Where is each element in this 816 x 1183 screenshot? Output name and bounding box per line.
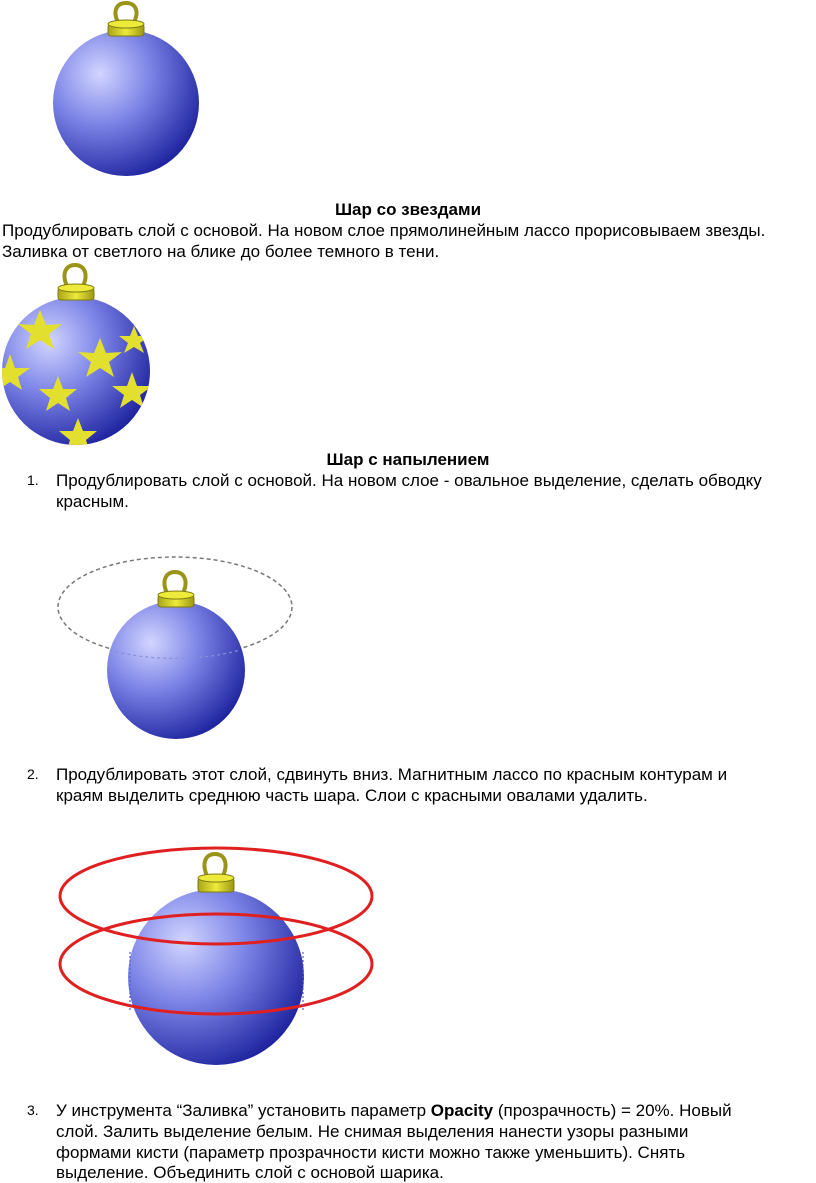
ornament-red-ovals-image <box>58 840 383 1080</box>
step-1-line-1: Продублировать слой с основой. На новом слое - овальное выделение, сделать обводку <box>56 471 762 490</box>
step-1-number: 1. <box>27 472 39 488</box>
section-title-stars: Шар со звездами <box>334 200 482 219</box>
ornament-plain-image <box>50 0 210 180</box>
step-3-line-3: формами кисти (параметр прозрачности кисти можно также уменьшить). Снять <box>56 1143 686 1162</box>
step-2-line-2: краям выделить среднюю часть шара. Слои с красными овалами удалить. <box>56 786 648 805</box>
ornament-selection-image <box>55 555 300 745</box>
step-2-number: 2. <box>27 766 39 782</box>
step-3-opacity-term: Opacity <box>430 1101 494 1120</box>
step-3-line-1 <box>56 1100 816 1121</box>
stars-description: Продублировать слой с основой. На новом слое прямолинейным лассо прорисовываем звезды. Заливка от светлого на блике до более темного в тени. <box>2 221 766 261</box>
ornament-stars-image <box>0 258 160 448</box>
step-1-line-2: красным. <box>56 492 129 511</box>
step-3-text-a: У инструмента “Заливка” установить параметр <box>56 1101 431 1120</box>
step-3-line-4: выделение. Объединить слой с основой шарика. <box>56 1163 444 1182</box>
step-3-number: 3. <box>27 1102 39 1118</box>
step-3-text-b: (прозрачность) = 20%. Новый <box>493 1101 732 1120</box>
step-2-line-1: Продублировать этот слой, сдвинуть вниз. Магнитным лассо по красным контурам и <box>56 765 728 784</box>
step-3-line-2: слой. Залить выделение белым. Не снимая выделения нанести узоры разными <box>56 1122 689 1141</box>
section-title-spray: Шар с напылением <box>326 450 490 469</box>
